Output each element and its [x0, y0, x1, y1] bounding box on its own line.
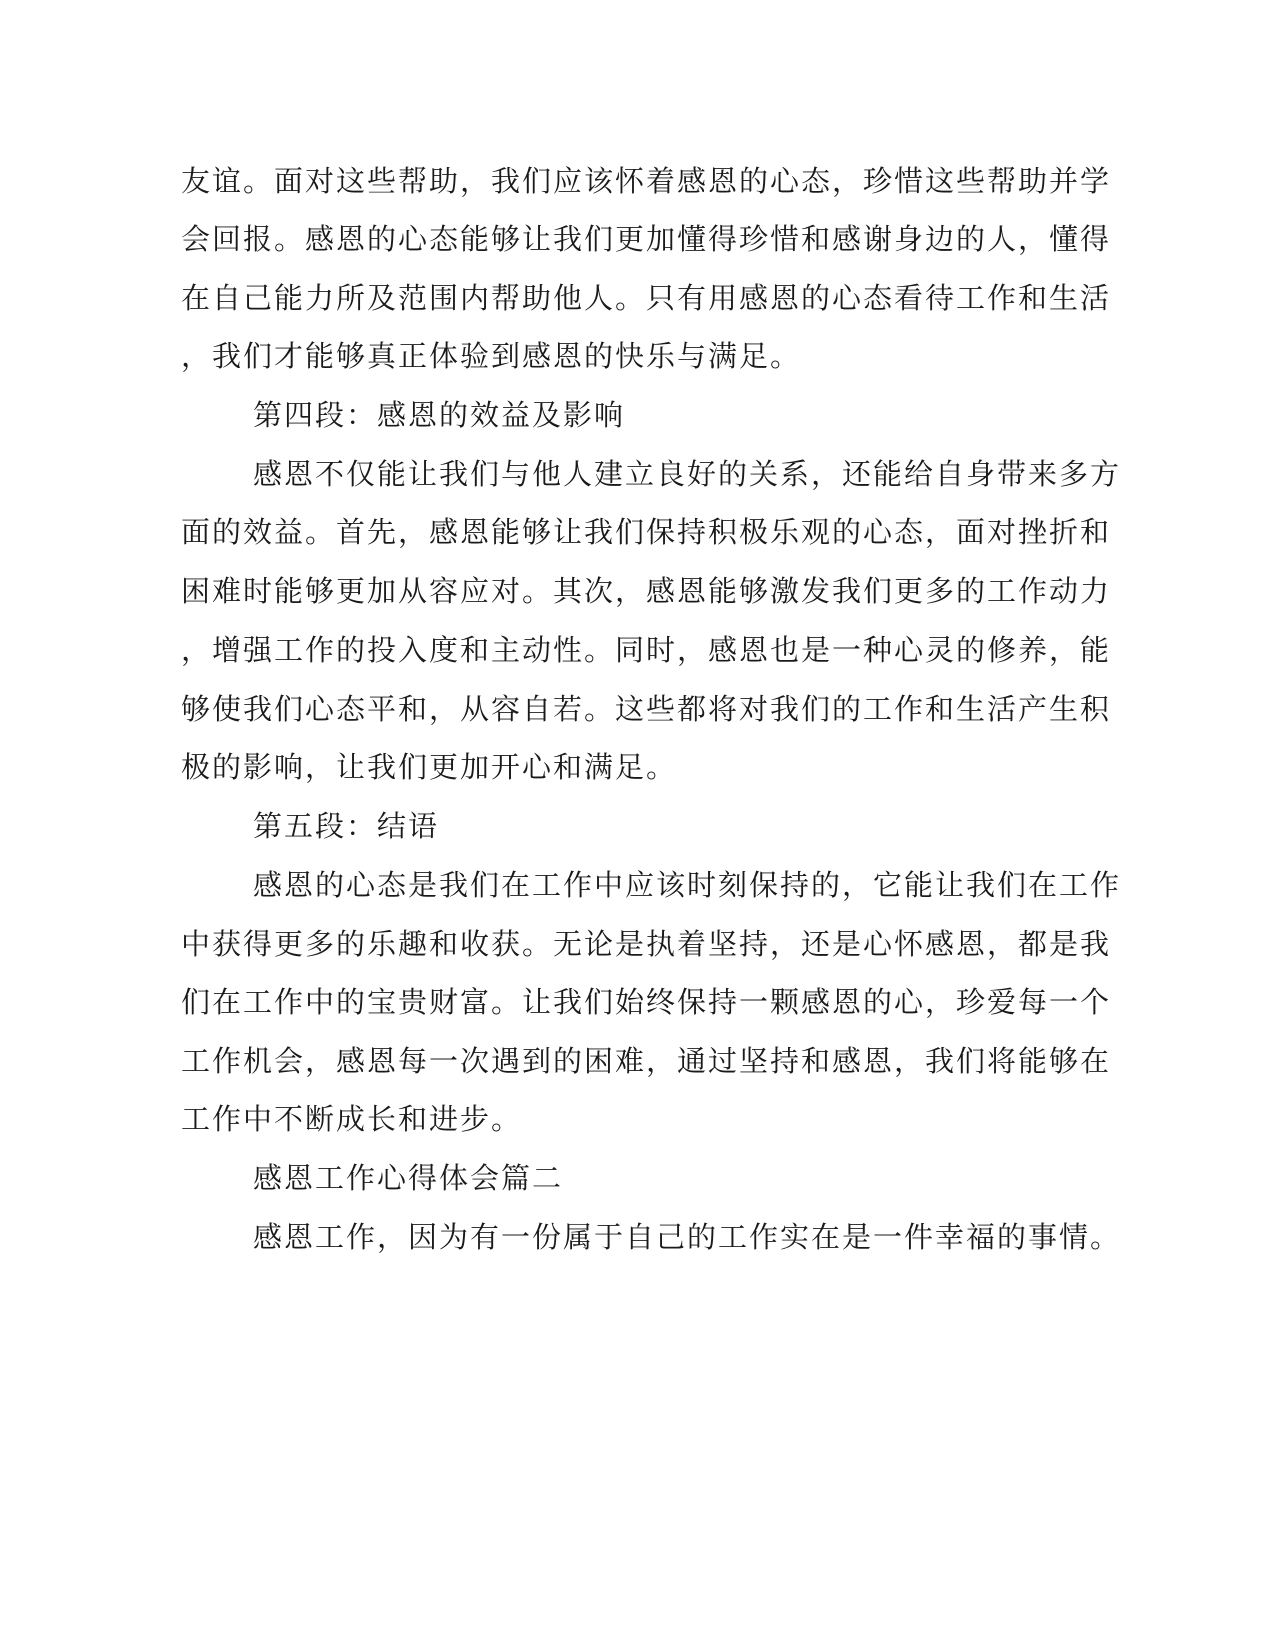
text-line: 感恩的心态是我们在工作中应该时刻保持的，它能让我们在工作 — [253, 868, 1122, 902]
text-line: 在自己能力所及范围内帮助他人。只有用感恩的心态看待工作和生活 — [181, 281, 1112, 315]
text-line: 够使我们心态平和，从容自若。这些都将对我们的工作和生活产生积 — [181, 692, 1112, 726]
text-line: 感恩不仅能让我们与他人建立良好的关系，还能给自身带来多方 — [253, 457, 1122, 491]
text-line: 工作机会，感恩每一次遇到的困难，通过坚持和感恩，我们将能够在 — [181, 1044, 1112, 1078]
text-line: 工作中不断成长和进步。 — [181, 1102, 523, 1136]
section-heading: 第四段：感恩的效益及影响 — [253, 398, 626, 432]
text-line: ，增强工作的投入度和主动性。同时，感恩也是一种心灵的修养，能 — [181, 633, 1112, 667]
text-line: ，我们才能够真正体验到感恩的快乐与满足。 — [181, 339, 802, 373]
text-line: 极的影响，让我们更加开心和满足。 — [181, 750, 678, 784]
text-line: 感恩工作，因为有一份属于自己的工作实在是一件幸福的事情。 — [253, 1220, 1122, 1254]
text-line: 友谊。面对这些帮助，我们应该怀着感恩的心态，珍惜这些帮助并学 — [181, 164, 1112, 198]
section-heading: 第五段：结语 — [253, 809, 440, 843]
text-line: 们在工作中的宝贵财富。让我们始终保持一颗感恩的心，珍爱每一个 — [181, 985, 1112, 1019]
text-line: 会回报。感恩的心态能够让我们更加懂得珍惜和感谢身边的人，懂得 — [181, 222, 1112, 256]
section-heading: 感恩工作心得体会篇二 — [253, 1161, 564, 1195]
text-line: 困难时能够更加从容应对。其次，感恩能够激发我们更多的工作动力 — [181, 574, 1112, 608]
text-line: 中获得更多的乐趣和收获。无论是执着坚持，还是心怀感恩，都是我 — [181, 927, 1112, 961]
text-line: 面的效益。首先，感恩能够让我们保持积极乐观的心态，面对挫折和 — [181, 515, 1112, 549]
